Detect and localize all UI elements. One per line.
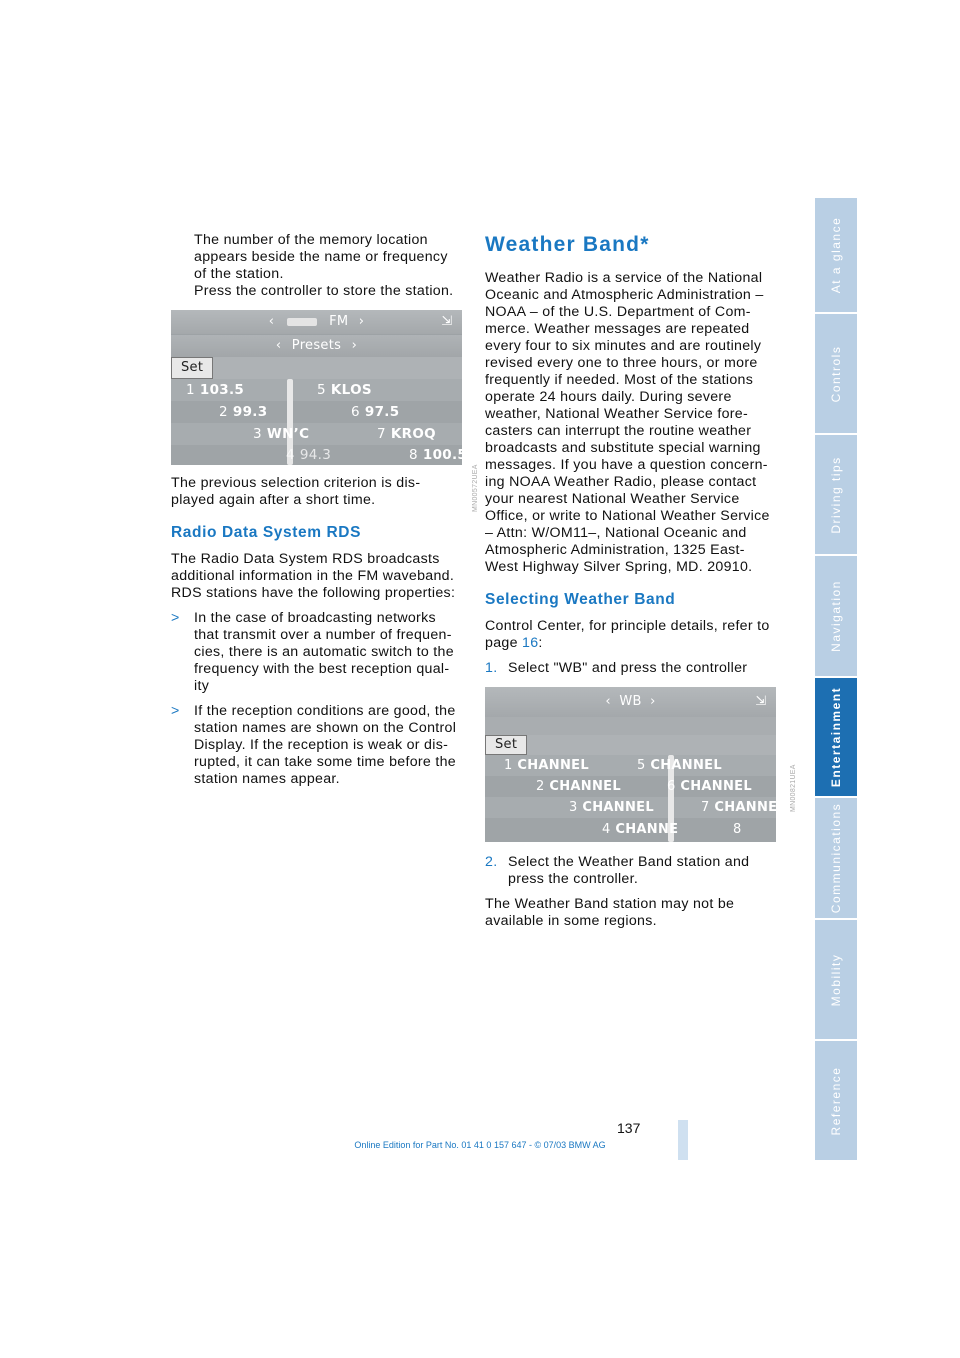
preset-cell[interactable]: 4 94.3: [286, 447, 332, 463]
figure-code: MN00821UEA: [790, 764, 797, 812]
tab-label: Mobility: [829, 953, 843, 1006]
bullet-marker: >: [171, 703, 180, 719]
text-line: of the station.: [194, 266, 284, 282]
text-line: Display. If the reception is weak or dis-: [194, 737, 449, 753]
text-line: If the reception conditions are good, the: [194, 703, 456, 719]
band-label: FM: [329, 314, 349, 329]
set-button[interactable]: Set: [171, 357, 213, 379]
expand-icon: ⇲: [441, 314, 453, 329]
rds-heading: Radio Data System RDS: [171, 524, 362, 541]
text-line: Office, or write to National Weather Service: [485, 508, 770, 524]
figure-code: MN00572UEA: [472, 464, 479, 512]
channel-cell[interactable]: 1 CHANNEL: [504, 758, 589, 773]
set-row: [485, 735, 776, 755]
tab-label: Navigation: [829, 580, 843, 652]
text-line: messages. If you have a question concern-: [485, 457, 768, 473]
set-button[interactable]: Set: [485, 735, 527, 755]
text-line: Press the controller to store the station.: [194, 283, 454, 299]
text-line: cies, there is an automatic switch to the: [194, 644, 454, 660]
text-line: appears beside the name or frequency: [194, 249, 448, 265]
text-line: The previous selection criterion is dis-: [171, 475, 421, 491]
text-line: that transmit over a number of frequen-: [194, 627, 452, 643]
text-line: rupted, it can take some time before the: [194, 754, 456, 770]
bullet-item: [171, 703, 466, 788]
band-bar: [485, 687, 776, 717]
text-line: broadcasts and substitute special warning: [485, 440, 761, 456]
bullet-item: [171, 610, 466, 695]
text-line: additional information in the FM waveband.: [171, 568, 455, 584]
channel-cell[interactable]: 3 CHANNEL: [569, 800, 654, 815]
text-line: available in some regions.: [485, 913, 657, 929]
tab-label: Driving tips: [829, 455, 843, 534]
rds-paragraph: [171, 551, 466, 602]
text-line: ing NOAA Weather Radio, please contact: [485, 474, 757, 490]
final-note: [485, 896, 780, 930]
band-bar: [171, 310, 462, 334]
step-2: [485, 854, 780, 888]
text-line: played again after a short time.: [171, 492, 376, 508]
text-line: The number of the memory location: [194, 232, 428, 248]
tab-entertainment[interactable]: [815, 678, 857, 798]
weather-paragraph: [485, 270, 780, 576]
text-fragment: page: [485, 635, 523, 651]
channel-cell[interactable]: 5 CHANNEL: [637, 758, 722, 773]
preset-cell[interactable]: 8 100.5: [409, 447, 468, 463]
text-line: NOAA – of the U.S. Department of Com-: [485, 304, 751, 320]
submenu-bar: [171, 335, 462, 357]
text-line: Weather Radio is a service of the National: [485, 270, 763, 286]
text-line: weather, National Weather Service fore-: [485, 406, 748, 422]
step-number: 1.: [485, 660, 498, 676]
preset-cell[interactable]: 1 103.5: [186, 382, 245, 398]
tab-label: Entertainment: [829, 686, 843, 788]
tab-label: Reference: [829, 1066, 843, 1135]
step-number: 2.: [485, 854, 498, 870]
text-line: your nearest National Weather Service: [485, 491, 740, 507]
preset-cell[interactable]: 7 KROQ: [377, 426, 436, 442]
text-line: operate 24 hours daily. During severe: [485, 389, 732, 405]
text-line: Oceanic and Atmospheric Administration –: [485, 287, 764, 303]
text-line: ity: [194, 678, 210, 694]
text-line: In the case of broadcasting networks: [194, 610, 436, 626]
text-line: The Weather Band station may not be: [485, 896, 735, 912]
text-line: press the controller.: [508, 871, 639, 887]
footer-text: Online Edition for Part No. 01 41 0 157 647 - © 07/03 BMW AG: [354, 1140, 606, 1150]
intro-text: [171, 232, 466, 300]
selecting-weather-band-heading: Selecting Weather Band: [485, 591, 676, 608]
tab-driving-tips[interactable]: [815, 435, 857, 556]
tab-label: Controls: [829, 345, 843, 402]
text-line: casters can interrupt the routine weather: [485, 423, 752, 439]
arrow-right-icon: ›: [358, 314, 365, 329]
arrow-right-icon: ›: [351, 338, 358, 353]
text-line: merce. Weather messages are repeated: [485, 321, 750, 337]
text-line: – Attn: W/OM11–, National Oceanic and: [485, 525, 747, 541]
channel-cell[interactable]: 7 CHANNE: [701, 800, 778, 815]
arrow-left-icon: ‹: [275, 338, 282, 353]
band-label: WB: [619, 694, 642, 709]
after-screen-text: [171, 475, 466, 509]
tab-label: At a glance: [829, 216, 843, 294]
channel-cell[interactable]: 4 CHANNE: [602, 822, 679, 837]
text-fragment: :: [538, 635, 543, 651]
arrow-left-icon: ‹: [268, 314, 275, 329]
text-line: revised every one to three hours, or more: [485, 355, 758, 371]
submenu-label: Presets: [291, 338, 342, 353]
radio-icon: [287, 318, 317, 326]
text-line: frequency with the best reception qual-: [194, 661, 450, 677]
text-line: Select the Weather Band station and: [508, 854, 750, 870]
channel-cell[interactable]: 2 CHANNEL: [536, 779, 621, 794]
control-center-text: [485, 618, 780, 652]
text-line: Atmospheric Administration, 1325 East-: [485, 542, 745, 558]
text-line: Control Center, for principle details, refer to: [485, 618, 770, 634]
left-column: [171, 232, 479, 788]
text-line: Select "WB" and press the controller: [508, 660, 748, 676]
preset-cell[interactable]: 3 WN’C: [253, 426, 310, 442]
preset-row: [171, 401, 462, 423]
weather-band-heading: Weather Band*: [485, 233, 650, 256]
text-line: station names appear.: [194, 771, 340, 787]
arrow-right-icon: ›: [650, 694, 656, 709]
tab-at-a-glance[interactable]: [815, 198, 857, 314]
tab-communications[interactable]: [815, 798, 857, 920]
text-line: [485, 635, 780, 652]
chapter-tabs: [815, 198, 857, 1162]
wb-channel-screen: [485, 687, 776, 842]
set-row: [171, 357, 462, 379]
preset-cell[interactable]: 2 99.3: [219, 404, 268, 420]
tab-navigation[interactable]: [815, 556, 857, 678]
right-column: [485, 232, 797, 930]
arrow-left-icon: ‹: [605, 694, 611, 709]
text-line: every four to six minutes and are routinely: [485, 338, 762, 354]
text-line: frequently if needed. Most of the stations: [485, 372, 754, 388]
preset-cell[interactable]: 5 KLOS: [317, 382, 372, 398]
tab-controls[interactable]: [815, 314, 857, 435]
channel-cell[interactable]: 6 CHANNEL: [667, 779, 752, 794]
tab-label: Communications: [829, 802, 843, 914]
text-line: RDS stations have the following properties:: [171, 585, 456, 601]
expand-icon: ⇲: [755, 694, 767, 709]
bullet-marker: >: [171, 610, 180, 626]
step-1: [485, 660, 780, 677]
tab-mobility[interactable]: [815, 920, 857, 1041]
preset-cell[interactable]: 6 97.5: [351, 404, 400, 420]
text-line: The Radio Data System RDS broadcasts: [171, 551, 440, 567]
fm-presets-screen: [171, 310, 468, 465]
page-link[interactable]: 16: [522, 635, 539, 651]
text-line: station names are shown on the Control: [194, 720, 457, 736]
text-line: West Highway Silver Spring, MD. 20910.: [485, 559, 753, 575]
spacer-row: [485, 717, 776, 735]
channel-cell[interactable]: 8: [733, 822, 742, 837]
page-number: 137: [617, 1120, 641, 1136]
